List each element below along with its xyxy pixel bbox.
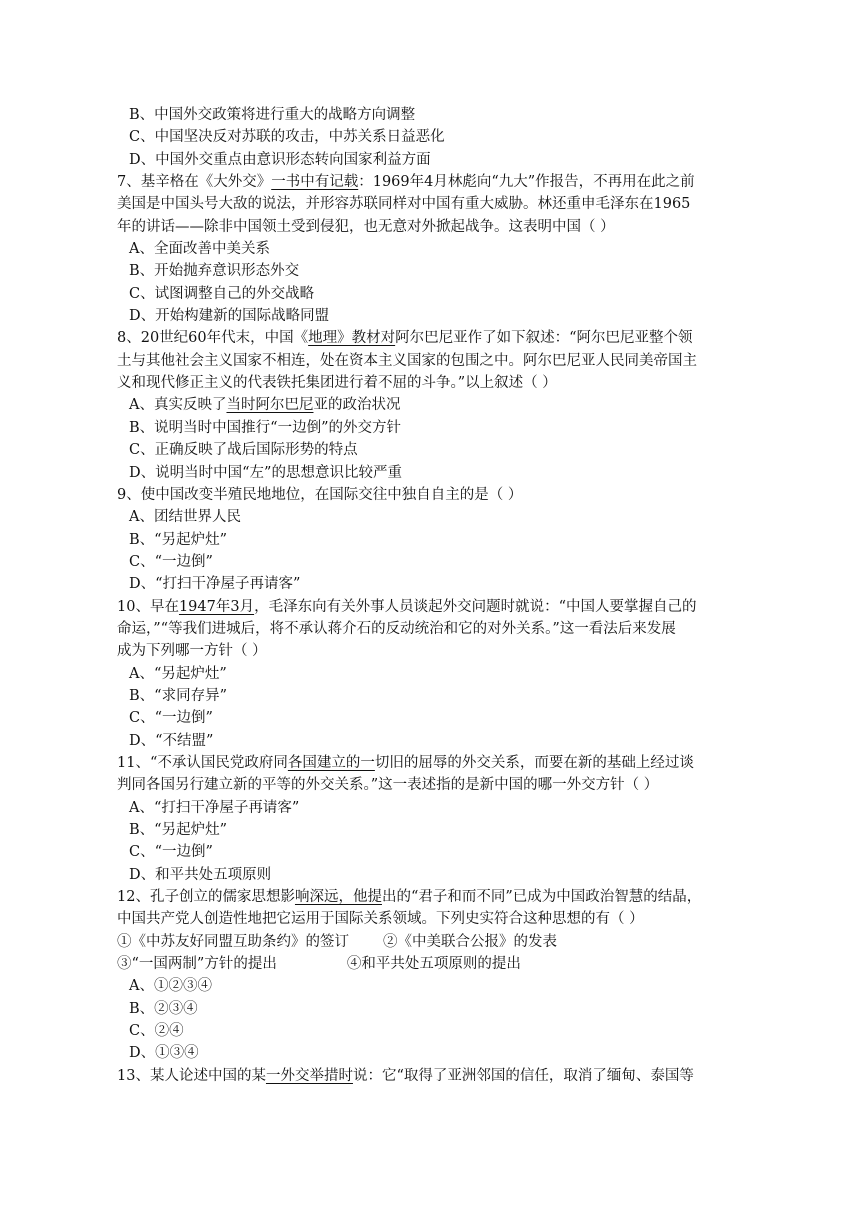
q9-stem: 9、使中国改变半殖民地地位，在国际交往中独自自主的是（ ） xyxy=(117,486,523,503)
q10-stem-line2: 命运，”“等我们进城后，将不承认蒋介石的反动统治和它的对外关系。”这一看法后来发展 xyxy=(117,620,676,637)
q7-stem-line2: 美国是中国头号大敌的说法，并形容苏联同样对中国有重大威胁。林还重申毛泽东在1965 xyxy=(117,196,691,213)
question-text xyxy=(117,104,747,1087)
underlined-phrase: 一书中有记载 xyxy=(271,174,359,191)
q6-option-d: D、中国外交重点由意识形态转向国家利益方面 xyxy=(129,151,431,168)
q10-option-b: B、“求同存异” xyxy=(129,687,227,704)
underlined-phrase: 当时阿尔巴尼 xyxy=(226,397,314,414)
underlined-phrase: 响深远，他提 xyxy=(294,889,382,906)
q10-stem-line3: 成为下列哪一方针（ ） xyxy=(117,643,267,660)
q11-option-a: A、“打扫干净屋子再请客” xyxy=(129,799,300,816)
underlined-phrase: 一外交举措时 xyxy=(265,1067,353,1084)
q12-option-b: B、②③④ xyxy=(129,1000,198,1017)
q6-option-c: C、中国坚决反对苏联的攻击，中苏关系日益恶化 xyxy=(129,129,445,146)
q9-option-b: B、“另起炉灶” xyxy=(129,531,227,548)
q12-stem-line2: 中国共产党人创造性地把它运用于国际关系领域。下列史实符合这种思想的有（ ） xyxy=(117,911,644,928)
q11-stem-line1: 11、“不承认国民党政府同各国建立的一切旧的屈辱的外交关系，而要在新的基础上经过谈 xyxy=(117,754,694,771)
q8-option-c: C、正确反映了战后国际形势的特点 xyxy=(129,442,358,459)
q12-items-row2: ③“一国两制”方针的提出 ④和平共处五项原则的提出 xyxy=(117,956,521,973)
q13-stem-line1: 13、某人论述中国的某一外交举措时说：它“取得了亚洲邻国的信任，取消了缅甸、泰国等 xyxy=(117,1067,694,1084)
q8-stem-line2: 土与其他社会主义国家不相连，处在资本主义国家的包围之中。阿尔巴尼亚人民同美帝国主 xyxy=(117,352,697,369)
q12-option-c: C、②④ xyxy=(129,1023,184,1040)
q11-stem-line2: 判同各国另行建立新的平等的外交关系。”这一表述指的是新中国的哪一外交方针（ ） xyxy=(117,777,659,794)
q8-option-b: B、说明当时中国推行“一边倒”的外交方针 xyxy=(129,419,401,436)
q7-option-b: B、开始抛弃意识形态外交 xyxy=(129,263,300,280)
q12-option-a: A、①②③④ xyxy=(129,978,212,995)
q9-option-a: A、团结世界人民 xyxy=(129,509,241,526)
underlined-phrase: 地理》教材对 xyxy=(308,330,396,347)
underlined-phrase: 各国建立的一 xyxy=(287,754,375,771)
q11-option-c: C、“一边倒” xyxy=(129,844,213,861)
q12-stem-line1: 12、孔子创立的儒家思想影响深远，他提出的“君子和而不同”已成为中国政治智慧的结晶， xyxy=(117,889,702,906)
q7-stem-line3: 年的讲话——除非中国领土受到侵犯，也无意对外掀起战争。这表明中国（ ） xyxy=(117,218,615,235)
q7-option-d: D、开始构建新的国际战略同盟 xyxy=(129,308,330,325)
q7-stem-line1: 7、基辛格在《大外交》一书中有记载：1969年4月林彪向“九大”作报告，不再用在此之前 xyxy=(117,174,695,191)
q7-option-a: A、全面改善中美关系 xyxy=(129,241,270,258)
q11-option-d: D、和平共处五项原则 xyxy=(129,866,272,883)
q8-option-d: D、说明当时中国“左”的思想意识比较严重 xyxy=(129,464,402,481)
q8-stem-line1: 8、20世纪60年代末，中国《地理》教材对阿尔巴尼亚作了如下叙述：“阿尔巴尼亚整个领 xyxy=(117,330,693,347)
q12-option-d: D、①③④ xyxy=(129,1045,199,1062)
q10-option-c: C、“一边倒” xyxy=(129,710,213,727)
q9-option-d: D、“打扫干净屋子再请客” xyxy=(129,576,301,593)
q6-option-b: B、中国外交政策将进行重大的战略方向调整 xyxy=(129,107,416,123)
q7-option-c: C、试图调整自己的外交战略 xyxy=(129,285,315,302)
q12-items-row1: ①《中苏友好同盟互助条约》的签订 ②《中美联合公报》的发表 xyxy=(117,933,557,950)
q11-option-b: B、“另起炉灶” xyxy=(129,822,227,838)
q10-stem-line1: 10、早在1947年3月，毛泽东向有关外事人员谈起外交问题时就说：“中国人要掌握自己的 xyxy=(117,598,697,615)
q8-option-a: A、真实反映了当时阿尔巴尼亚的政治状况 xyxy=(129,397,401,414)
underlined-phrase: 1947年3月 xyxy=(178,598,255,615)
q10-option-a: A、“另起炉灶” xyxy=(129,665,227,682)
q10-option-d: D、“不结盟” xyxy=(129,732,214,749)
q8-stem-line3: 义和现代修正主义的代表铁托集团进行着不屈的斗争。”以上叙述（ ） xyxy=(117,375,557,392)
q9-option-c: C、“一边倒” xyxy=(129,553,213,570)
